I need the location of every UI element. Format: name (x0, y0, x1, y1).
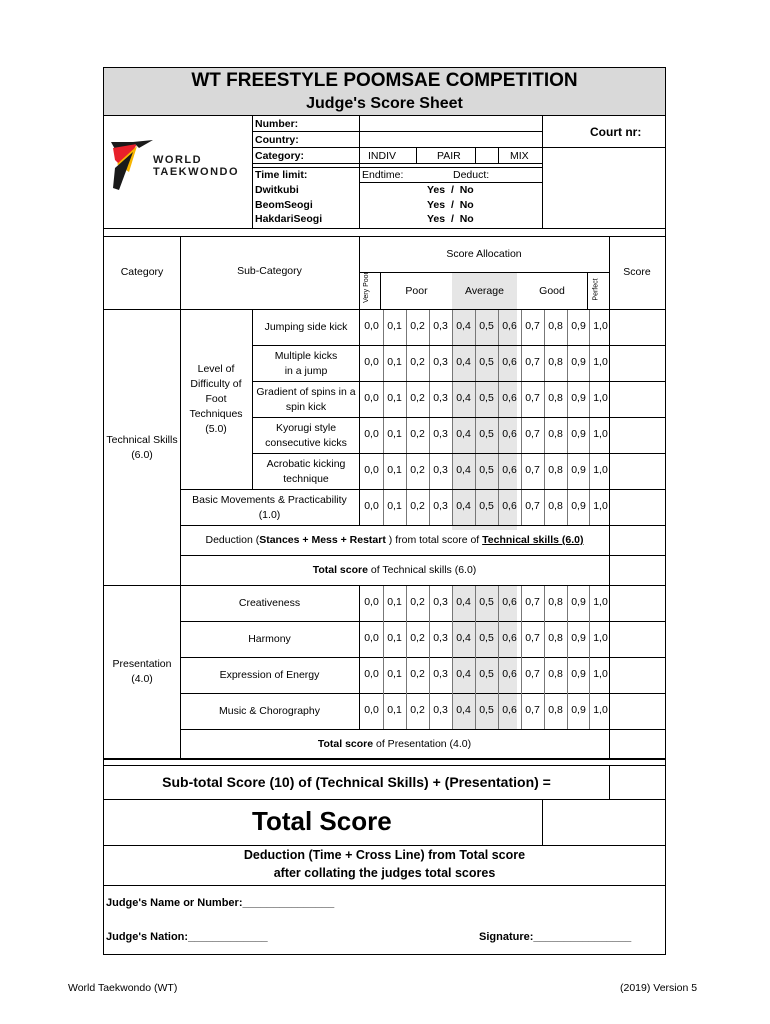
score-option-5-5[interactable]: 0,5 (479, 500, 494, 512)
dwitkubi-label: Dwitkubi (255, 184, 299, 196)
score-option-8-6[interactable]: 0,6 (502, 668, 517, 680)
creativeness: Creativeness (238, 597, 301, 609)
score-option-1-3[interactable]: 0,3 (433, 356, 448, 368)
score-option-4-0[interactable]: 0,0 (364, 464, 379, 476)
score-option-0-3[interactable]: 0,3 (433, 320, 448, 332)
sheet-title: WT FREESTYLE POOMSAE COMPETITION (191, 70, 578, 91)
score-option-1-10[interactable]: 1,0 (593, 356, 608, 368)
score-option-2-4[interactable]: 0,4 (456, 392, 471, 404)
score-option-3-1[interactable]: 0,1 (387, 428, 402, 440)
subtotal-label: Sub-total Score (10) of (Technical Skills) + (Presentation) = (162, 774, 551, 790)
score-option-2-10[interactable]: 1,0 (593, 392, 608, 404)
score-option-8-9[interactable]: 0,9 (571, 668, 586, 680)
score-option-5-8[interactable]: 0,8 (548, 500, 563, 512)
score-option-6-10[interactable]: 1,0 (593, 596, 608, 608)
score-option-9-0[interactable]: 0,0 (364, 704, 379, 716)
option-indiv: INDIV (368, 150, 397, 162)
score-option-7-5[interactable]: 0,5 (479, 632, 494, 644)
perfect-label: Perfect (592, 278, 600, 301)
time-limit-label: Time limit: (255, 169, 308, 181)
score-option-5-6[interactable]: 0,6 (502, 500, 517, 512)
score-option-9-3[interactable]: 0,3 (433, 704, 448, 716)
beomseogi-label: BeomSeogi (255, 199, 313, 211)
score-header: Score (623, 266, 651, 278)
score-option-0-5[interactable]: 0,5 (479, 320, 494, 332)
score-option-4-4[interactable]: 0,4 (456, 464, 471, 476)
poor-label: Poor (405, 284, 428, 297)
score-option-9-2[interactable]: 0,2 (410, 704, 425, 716)
time-deduction-line-1: Deduction (Time + Cross Line) from Total score (243, 847, 526, 862)
technical-skills-category: Technical Skills (6.0) (106, 433, 178, 461)
technical-deduction-row: Deduction ( Stances + Mess + Restart ) from total score of Technical skills (6.0) (205, 534, 584, 546)
score-option-5-4[interactable]: 0,4 (456, 500, 471, 512)
score-option-2-3[interactable]: 0,3 (433, 392, 448, 404)
score-option-8-1[interactable]: 0,1 (387, 668, 402, 680)
very-poor-label: Very Poor (362, 272, 370, 303)
expression-of-energy: Expression of Energy (219, 669, 320, 681)
score-option-2-1[interactable]: 0,1 (387, 392, 402, 404)
score-option-3-5[interactable]: 0,5 (479, 428, 494, 440)
subcategory-header: Sub-Category (237, 264, 302, 277)
score-option-3-4[interactable]: 0,4 (456, 428, 471, 440)
score-option-2-6[interactable]: 0,6 (502, 392, 517, 404)
score-option-3-0[interactable]: 0,0 (364, 428, 379, 440)
music-chorography: Music & Chorography (219, 705, 320, 717)
score-option-0-9[interactable]: 0,9 (571, 320, 586, 332)
score-option-4-5[interactable]: 0,5 (479, 464, 494, 476)
score-option-7-8[interactable]: 0,8 (548, 632, 563, 644)
score-option-4-9[interactable]: 0,9 (571, 464, 586, 476)
signature-field[interactable]: Signature:________________ (479, 931, 632, 943)
score-option-2-0[interactable]: 0,0 (364, 392, 379, 404)
deduct-label: Deduct: (453, 169, 490, 181)
score-option-9-6[interactable]: 0,6 (502, 704, 517, 716)
score-option-3-7[interactable]: 0,7 (525, 428, 540, 440)
score-option-8-7[interactable]: 0,7 (525, 668, 540, 680)
score-option-6-3[interactable]: 0,3 (433, 596, 448, 608)
score-option-1-5[interactable]: 0,5 (479, 356, 494, 368)
score-option-4-1[interactable]: 0,1 (387, 464, 402, 476)
judge-name-field[interactable]: Judge's Name or Number:_______________ (106, 897, 335, 909)
score-option-8-5[interactable]: 0,5 (479, 668, 494, 680)
score-option-4-10[interactable]: 1,0 (593, 464, 608, 476)
score-option-7-4[interactable]: 0,4 (456, 632, 471, 644)
score-option-4-6[interactable]: 0,6 (502, 464, 517, 476)
score-option-7-3[interactable]: 0,3 (433, 632, 448, 644)
score-option-9-9[interactable]: 0,9 (571, 704, 586, 716)
score-option-7-7[interactable]: 0,7 (525, 632, 540, 644)
score-option-0-7[interactable]: 0,7 (525, 320, 540, 332)
score-option-4-2[interactable]: 0,2 (410, 464, 425, 476)
score-option-1-6[interactable]: 0,6 (502, 356, 517, 368)
score-option-0-6[interactable]: 0,6 (502, 320, 517, 332)
score-option-6-7[interactable]: 0,7 (525, 596, 540, 608)
score-option-8-2[interactable]: 0,2 (410, 668, 425, 680)
score-option-6-4[interactable]: 0,4 (456, 596, 471, 608)
score-option-0-0[interactable]: 0,0 (364, 320, 379, 332)
total-score-label: Total Score (252, 806, 392, 836)
time-deduction-line-2: after collating the judges total scores (273, 865, 496, 880)
score-option-2-8[interactable]: 0,8 (548, 392, 563, 404)
score-option-6-8[interactable]: 0,8 (548, 596, 563, 608)
score-option-8-10[interactable]: 1,0 (593, 668, 608, 680)
score-option-0-4[interactable]: 0,4 (456, 320, 471, 332)
number-label: Number: (255, 118, 299, 130)
logo-word-1: WORLD (153, 154, 203, 166)
score-option-4-3[interactable]: 0,3 (433, 464, 448, 476)
score-option-0-2[interactable]: 0,2 (410, 320, 425, 332)
score-option-9-5[interactable]: 0,5 (479, 704, 494, 716)
score-option-4-7[interactable]: 0,7 (525, 464, 540, 476)
score-option-8-4[interactable]: 0,4 (456, 668, 471, 680)
score-option-7-1[interactable]: 0,1 (387, 632, 402, 644)
judge-nation-field[interactable]: Judge's Nation:_____________ (106, 931, 268, 943)
country-label: Country: (255, 134, 299, 146)
score-option-7-2[interactable]: 0,2 (410, 632, 425, 644)
score-option-5-0[interactable]: 0,0 (364, 500, 379, 512)
score-option-8-0[interactable]: 0,0 (364, 668, 379, 680)
sheet-subtitle: Judge's Score Sheet (306, 95, 463, 112)
multiple-kicks: Multiple kicks in a jump (274, 349, 338, 377)
score-option-5-10[interactable]: 1,0 (593, 500, 608, 512)
score-option-6-9[interactable]: 0,9 (571, 596, 586, 608)
score-option-6-6[interactable]: 0,6 (502, 596, 517, 608)
score-option-2-9[interactable]: 0,9 (571, 392, 586, 404)
score-option-1-1[interactable]: 0,1 (387, 356, 402, 368)
footer-right: (2019) Version 5 (620, 982, 698, 994)
score-option-2-2[interactable]: 0,2 (410, 392, 425, 404)
court-label: Court nr: (590, 125, 642, 139)
option-mix: MIX (510, 150, 529, 162)
harmony: Harmony (248, 633, 291, 645)
score-option-1-2[interactable]: 0,2 (410, 356, 425, 368)
score-option-9-8[interactable]: 0,8 (548, 704, 563, 716)
hakdariseogi-value: Yes / No (427, 213, 474, 225)
total-technical-row: Total score of Technical skills (6.0) (312, 564, 477, 576)
score-option-2-5[interactable]: 0,5 (479, 392, 494, 404)
category-label: Category: (255, 150, 305, 162)
score-option-3-3[interactable]: 0,3 (433, 428, 448, 440)
score-option-5-7[interactable]: 0,7 (525, 500, 540, 512)
score-option-0-8[interactable]: 0,8 (548, 320, 563, 332)
presentation-category: Presentation (4.0) (112, 658, 172, 685)
score-option-9-4[interactable]: 0,4 (456, 704, 471, 716)
total-presentation-row: Total score of Presentation (4.0) (317, 737, 472, 750)
score-option-3-10[interactable]: 1,0 (593, 428, 608, 440)
score-option-1-4[interactable]: 0,4 (456, 356, 471, 368)
allocation-header: Score Allocation (446, 247, 522, 260)
gradient-of-spins: Gradient of spins in a spin kick (256, 385, 356, 413)
score-option-0-1[interactable]: 0,1 (387, 320, 402, 332)
score-option-9-10[interactable]: 1,0 (593, 704, 608, 716)
endtime-label: Endtime: (362, 169, 404, 181)
score-option-7-10[interactable]: 1,0 (593, 632, 608, 644)
hakdariseogi-label: HakdariSeogi (255, 213, 323, 225)
score-option-8-3[interactable]: 0,3 (433, 668, 448, 680)
score-option-6-5[interactable]: 0,5 (479, 596, 494, 608)
score-option-7-9[interactable]: 0,9 (571, 632, 586, 644)
score-option-5-2[interactable]: 0,2 (410, 500, 425, 512)
good-label: Good (539, 284, 565, 297)
footer-left: World Taekwondo (WT) (68, 982, 178, 994)
score-option-5-9[interactable]: 0,9 (571, 500, 586, 512)
acrobatic-kicking: Acrobatic kicking technique (266, 457, 346, 485)
score-option-1-0[interactable]: 0,0 (364, 356, 379, 368)
score-option-2-7[interactable]: 0,7 (525, 392, 540, 404)
average-label: Average (465, 284, 504, 297)
score-option-3-8[interactable]: 0,8 (548, 428, 563, 440)
kyorugi-style: Kyorugi style consecutive kicks (265, 421, 347, 449)
basic-movements: Basic Movements & Practicability (1.0) (192, 493, 347, 521)
beomseogi-value: Yes / No (427, 199, 474, 211)
score-option-6-2[interactable]: 0,2 (410, 596, 425, 608)
score-option-0-10[interactable]: 1,0 (593, 320, 608, 332)
level-of-difficulty: Level of Difficulty of Foot Techniques (5.0) (189, 363, 243, 435)
score-option-4-8[interactable]: 0,8 (548, 464, 563, 476)
score-option-3-9[interactable]: 0,9 (571, 428, 586, 440)
score-option-3-2[interactable]: 0,2 (410, 428, 425, 440)
jumping-side-kick: Jumping side kick (264, 321, 348, 333)
score-option-1-9[interactable]: 0,9 (571, 356, 586, 368)
score-option-9-7[interactable]: 0,7 (525, 704, 540, 716)
score-option-7-0[interactable]: 0,0 (364, 632, 379, 644)
category-header: Category (120, 266, 164, 278)
logo-word-2: TAEKWONDO (153, 166, 240, 178)
sheet-frame (103, 67, 666, 955)
score-option-3-6[interactable]: 0,6 (502, 428, 517, 440)
score-option-8-8[interactable]: 0,8 (548, 668, 563, 680)
option-pair: PAIR (437, 150, 461, 162)
score-option-6-1[interactable]: 0,1 (387, 596, 402, 608)
score-option-5-1[interactable]: 0,1 (387, 500, 402, 512)
score-option-5-3[interactable]: 0,3 (433, 500, 448, 512)
score-option-9-1[interactable]: 0,1 (387, 704, 402, 716)
score-option-6-0[interactable]: 0,0 (364, 596, 379, 608)
score-option-1-8[interactable]: 0,8 (548, 356, 563, 368)
score-option-1-7[interactable]: 0,7 (525, 356, 540, 368)
dwitkubi-value: Yes / No (427, 184, 474, 196)
score-option-7-6[interactable]: 0,6 (502, 632, 517, 644)
